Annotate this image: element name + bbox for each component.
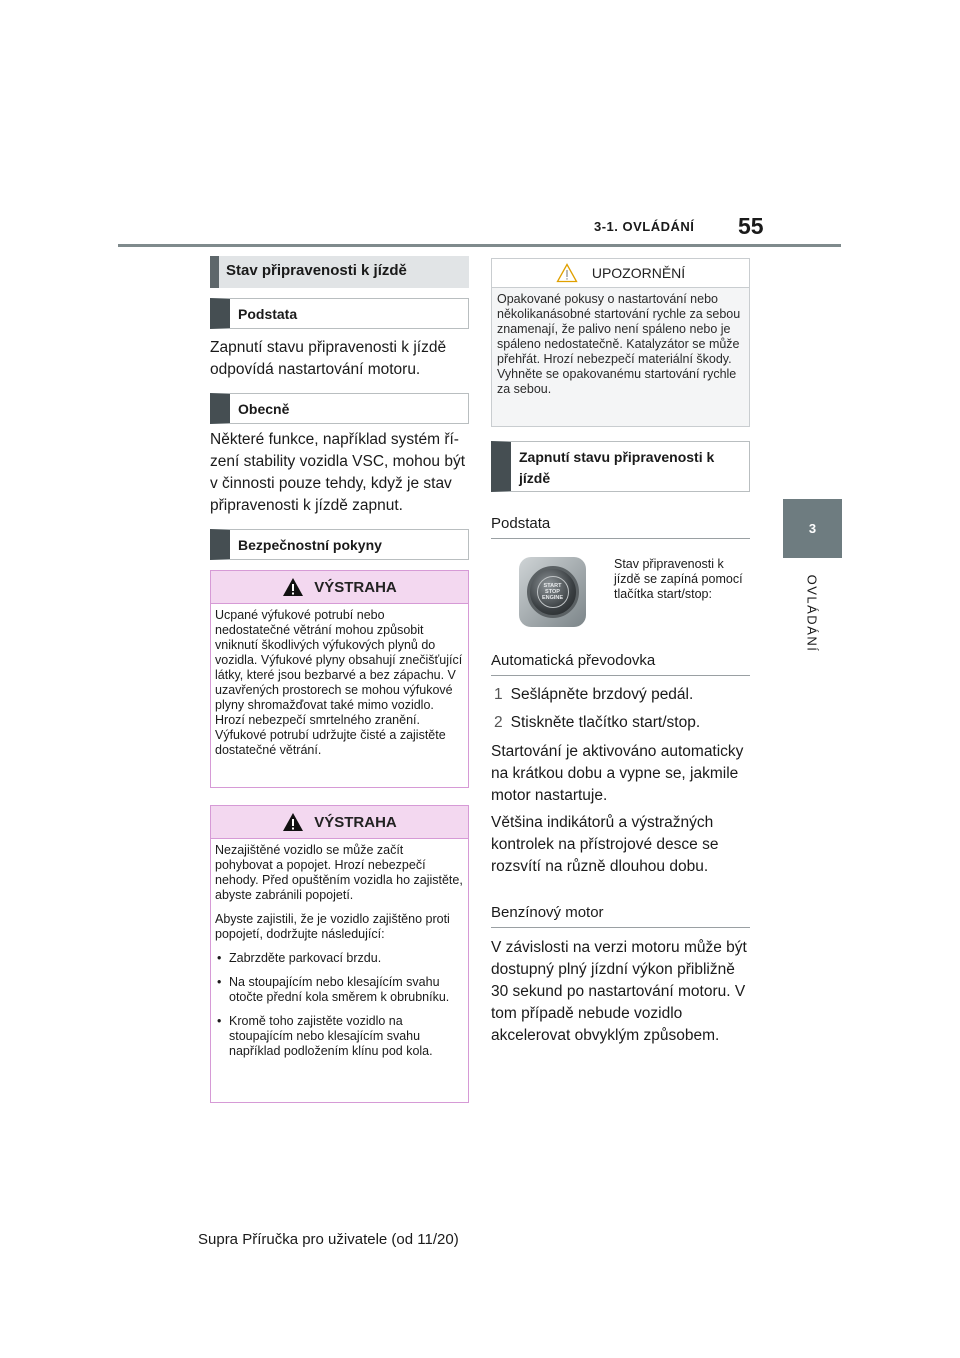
subheading-safety: Bezpečnostní pokyny [210,529,469,560]
header-rule [118,244,841,247]
caution-text: Opakované pokusy o nastartování nebo několikanásobné startování rychle za sebou znamenají, že palivo není spáleno nebo je spáleno nedostatečně. Katalyzátor se může přehřát. Hrozí nebezpečí materiální škody. Vyhněte se opakovanému startování rychle za sebou. [492,288,749,426]
start-stop-button-image: START STOP ENGINE [519,557,586,627]
warning-text: Nezajištěné vozidlo se může začít pohybovat a popojet. Hrozí nebezpečí nehody. Před opuštěním vozidla ho zajistěte, abyste zabránili popojetí. Abyste zajistili, že je vozidlo zajištěno proti popojetí, dodržujte následující: • Zabrzděte parkovací brzdu. • Na stoupajícím nebo klesajícím svahu otočte přední kola směrem k obrubníku. • Kromě toho zajistěte vozidlo na stoupajícím nebo klesajícím svahu například podložením klínu pod kola. [211,839,468,1074]
subheading-podstata: Podstata [210,298,469,329]
subheading-automatic: Automatická převodovka [491,652,750,676]
button-caption: Stav připravenosti k jízdě se zapíná pomocí tlačítka start/stop: [614,557,743,601]
caution-title: UPOZORNĚNÍ [591,265,686,281]
subheading-obecne: Obecně [210,393,469,424]
section-title: 3-1. OVLÁDÁNÍ [594,219,695,234]
warning-text: Ucpané výfukové potrubí nebo nedostatečné větrání mohou způsobit vniknutí škodlivých výfukových plynů do vozidla. Výfukové plyny obsahují znečišťující látky, které jsou bezbarvé a bez zápachu. V uzavřených prostorech se mohou výfukové plyny shromažďovat také mimo vozidlo. Hrozí nebezpečí smrtelného zranění. Výfukové potrubí udržujte čisté a zajistěte dostatečné větrání. [215,608,463,757]
warning-title: VÝSTRAHA [314,578,397,596]
subheading-podstata-right: Podstata [491,515,750,539]
step-2: 2 Stiskněte tlačítko start/stop. [494,714,701,731]
warning-triangle-icon [282,577,304,597]
subheading-ready-on: Zapnutí stavu připravenosti k jízdě [491,441,750,492]
list-item: • Kromě toho zajistěte vozidlo na stoupajícím nebo klesajícím svahu například podložením klínu pod kola. [215,1014,463,1059]
warning-box-exhaust [210,570,469,788]
indicators-text: Většina indikátorů a výstražných kontrolek na přístrojové desce se rozsvítí na různě dlouhou dobu. [491,814,719,875]
list-item: • Na stoupajícím nebo klesajícím svahu otočte přední kola směrem k obrubníku. [215,975,463,1005]
warning-title: VÝSTRAHA [314,813,397,831]
step-1: 1 Sešlápněte brzdový pedál. [494,686,694,703]
chapter-side-label: OVLÁDÁNÍ [804,574,820,653]
subheading-petrol: Benzínový motor [491,904,750,928]
intro-text: Zapnutí stavu připravenosti k jízdě odpovídá nastartování motoru. [210,339,447,378]
general-text: Některé funkce, například systém ří-zení stability vozidla VSC, mohou být v činnosti pouze tehdy, když je stav připravenosti k jízdě zapnut. [210,431,466,514]
warning-triangle-icon [282,812,304,832]
main-heading: Stav připravenosti k jízdě [210,256,469,288]
chapter-tab[interactable]: 3 [783,499,842,558]
footer: Supra Příručka pro uživatele (od 11/20) [198,1231,459,1248]
page-number: 55 [738,213,764,239]
caution-header [492,259,749,288]
warning-box-rolling [210,805,469,1103]
list-item: • Zabrzděte parkovací brzdu. [215,951,463,966]
warning-header [211,571,468,604]
petrol-text: V závislosti na verzi motoru může být dostupný plný jízdní výkon přibližně 30 sekund po nastartování motoru. V tom případě nebude vozidlo akcelerovat obvyklým způsobem. [491,939,747,1044]
warning-header [211,806,468,839]
auto-start-text: Startování je aktivováno automaticky na krátkou dobu a vypne se, jakmile motor nastartuje. [491,743,744,804]
caution-box [491,258,750,427]
caution-triangle-icon [556,263,578,283]
warning-list [215,951,463,1059]
